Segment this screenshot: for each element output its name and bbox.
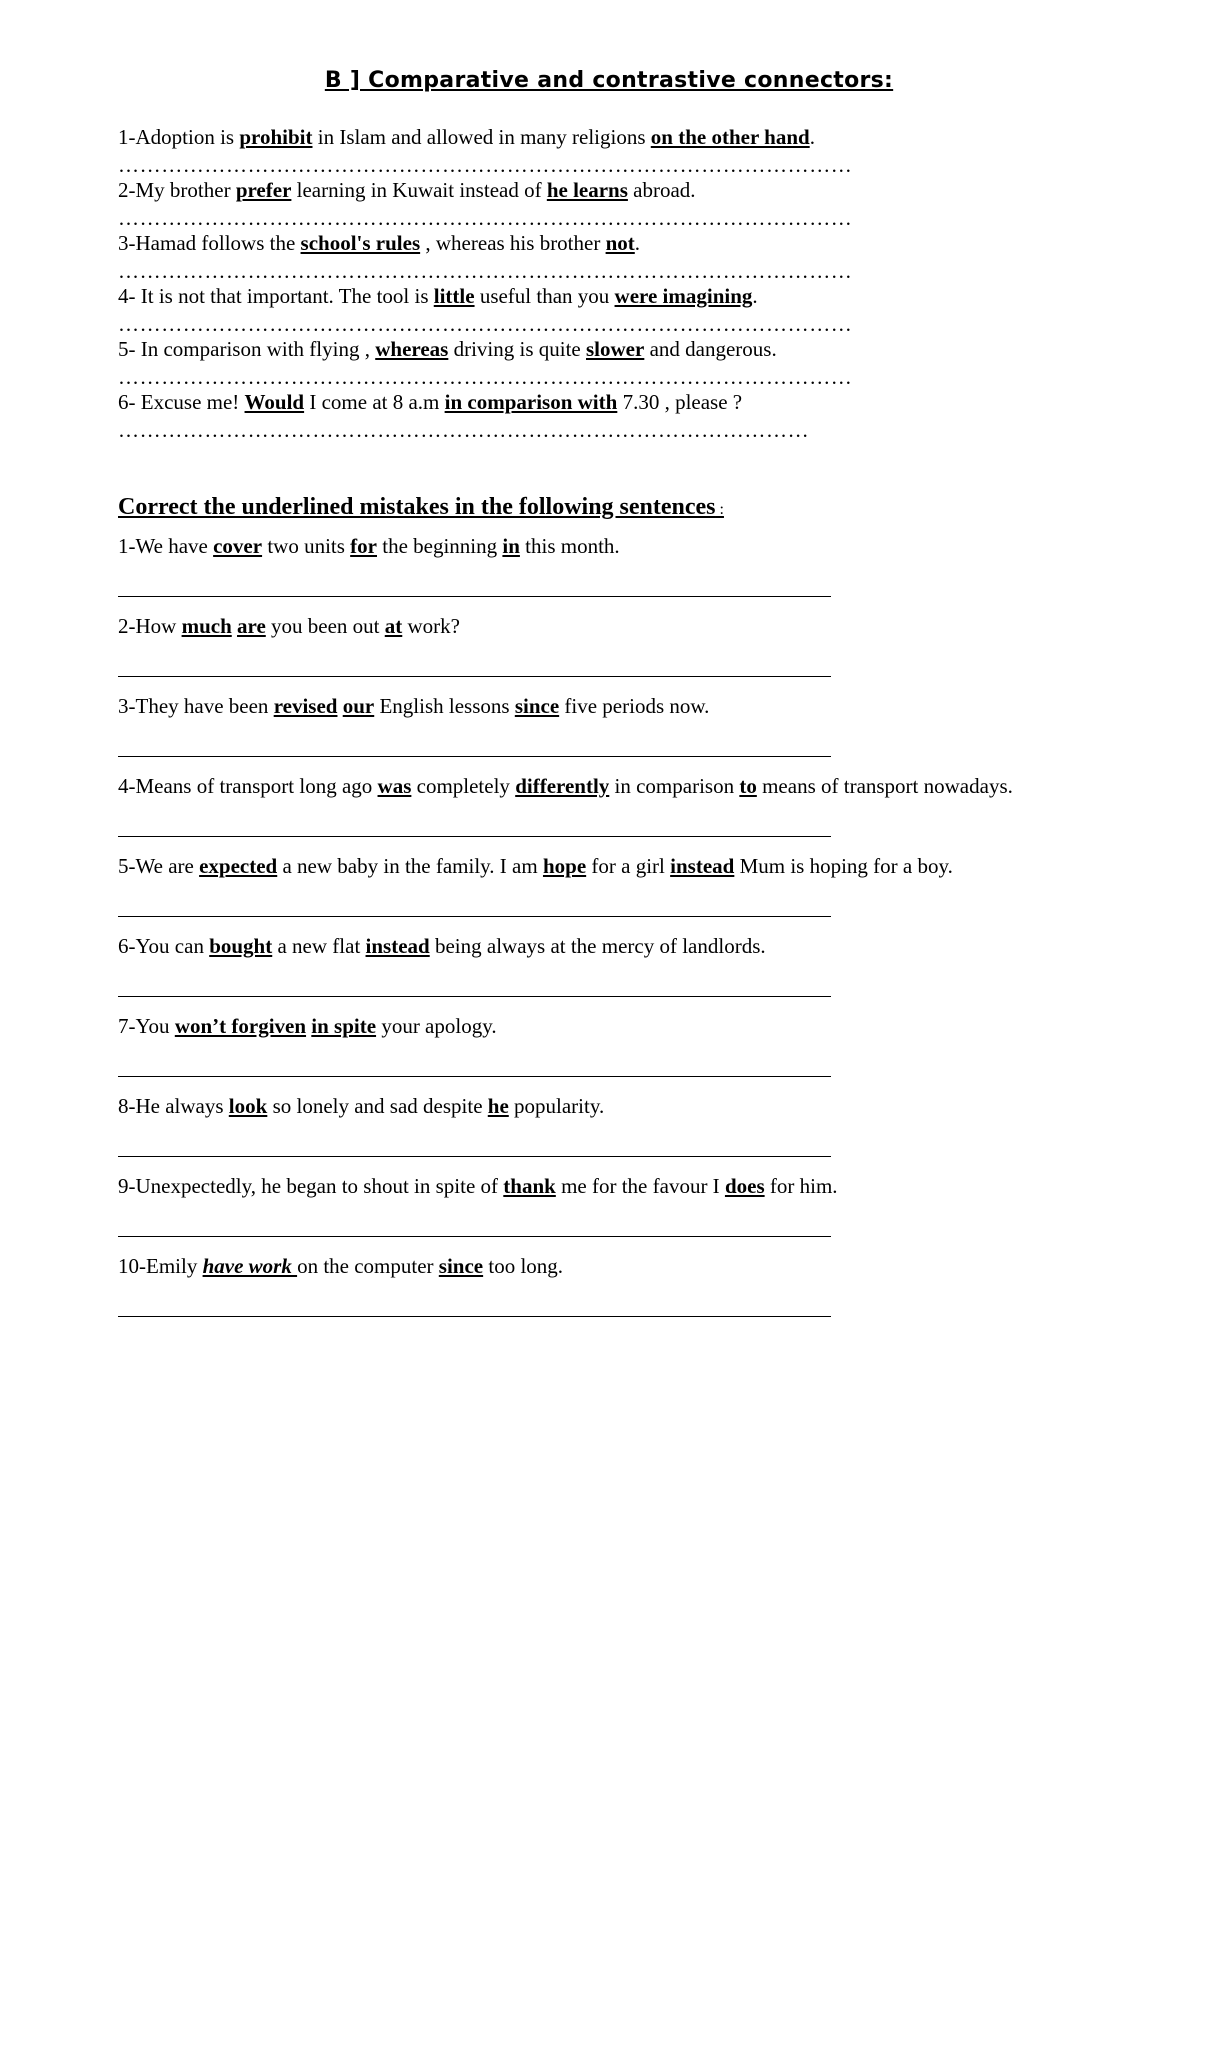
underlined-mistake: since	[438, 1254, 484, 1278]
answer-dots[interactable]: …………………………………………………………………………………………	[118, 367, 853, 387]
correction-sentence-2: 2-How much are you been out at work?	[118, 614, 460, 638]
underlined-mistake: prefer	[235, 178, 292, 202]
underlined-mistake: in comparison with	[444, 390, 618, 414]
underlined-mistake: much	[181, 614, 232, 638]
underlined-mistake: instead	[670, 854, 735, 878]
correction-sentence-5: 5-We are expected a new baby in the family. I am hope for a girl instead Mum is hoping for a boy.	[118, 854, 953, 878]
underlined-mistake: he	[487, 1094, 509, 1118]
exercise-6-sentence: 6- Excuse me! Would I come at 8 a.m in comparison with 7.30 , please ?	[118, 390, 743, 414]
correction-sentence-4: 4-Means of transport long ago was completely differently in comparison to means of transport nowadays.	[118, 774, 1013, 798]
underlined-mistake: expected	[199, 854, 278, 878]
exercise-2-sentence: 2-My brother prefer learning in Kuwait instead of he learns abroad.	[118, 178, 696, 202]
correction-sentence-7: 7-You won’t forgiven in spite your apology.	[118, 1014, 497, 1038]
answer-line[interactable]	[118, 1316, 831, 1317]
underlined-mistake: instead	[365, 934, 430, 958]
answer-dots[interactable]: …………………………………………………………………………………………	[118, 155, 853, 175]
answer-line[interactable]	[118, 1236, 831, 1237]
underlined-mistake: in	[502, 534, 520, 558]
correction-sentence-3: 3-They have been revised our English lessons since five periods now.	[118, 694, 710, 718]
underlined-mistake: was	[377, 774, 412, 798]
correction-sentence-9: 9-Unexpectedly, he began to shout in spite of thank me for the favour I does for him.	[118, 1174, 838, 1198]
underlined-mistake: he learns	[546, 178, 628, 202]
answer-line[interactable]	[118, 996, 831, 997]
exercise-1-sentence: 1-Adoption is prohibit in Islam and allowed in many religions on the other hand.	[118, 125, 815, 149]
underlined-mistake: were imagining	[614, 284, 753, 308]
underlined-mistake: hope	[542, 854, 587, 878]
section-heading: Correct the underlined mistakes in the following sentences :	[118, 494, 724, 520]
answer-line[interactable]	[118, 1076, 831, 1077]
underlined-mistake: at	[384, 614, 403, 638]
underlined-mistake: differently	[515, 774, 610, 798]
answer-dots[interactable]: …………………………………………………………………………………………	[118, 261, 853, 281]
underlined-mistake: in spite	[311, 1014, 377, 1038]
underlined-mistake: school's rules	[300, 231, 421, 255]
correction-sentence-10: 10-Emily have work on the computer since too long.	[118, 1254, 564, 1278]
underlined-mistake: revised	[273, 694, 338, 718]
underlined-mistake: won’t forgiven	[174, 1014, 307, 1038]
exercise-3-sentence: 3-Hamad follows the school's rules , whereas his brother not.	[118, 231, 641, 255]
correction-sentence-6: 6-You can bought a new flat instead being always at the mercy of landlords.	[118, 934, 766, 958]
underlined-mistake: to	[739, 774, 757, 798]
answer-line[interactable]	[118, 756, 831, 757]
answer-line[interactable]	[118, 596, 831, 597]
underlined-mistake: thank	[503, 1174, 556, 1198]
underlined-mistake: look	[228, 1094, 268, 1118]
underlined-mistake: not	[605, 231, 635, 255]
underlined-mistake: have work	[202, 1254, 298, 1278]
underlined-mistake: cover	[213, 534, 263, 558]
underlined-mistake: whereas	[375, 337, 449, 361]
exercise-4-sentence: 4- It is not that important. The tool is little useful than you were imagining.	[118, 284, 758, 308]
exercise-5-sentence: 5- In comparison with flying , whereas driving is quite slower and dangerous.	[118, 337, 777, 361]
underlined-mistake: our	[342, 694, 375, 718]
answer-dots[interactable]: ……………………………………………………………………………………	[118, 420, 810, 440]
underlined-mistake: are	[237, 614, 266, 638]
answer-dots[interactable]: …………………………………………………………………………………………	[118, 208, 853, 228]
underlined-mistake: since	[514, 694, 560, 718]
correction-sentence-8: 8-He always look so lonely and sad despite he popularity.	[118, 1094, 605, 1118]
underlined-mistake: prohibit	[239, 125, 313, 149]
underlined-mistake: slower	[586, 337, 645, 361]
correction-sentence-1: 1-We have cover two units for the beginning in this month.	[118, 534, 620, 558]
underlined-mistake: on the other hand	[650, 125, 810, 149]
underlined-mistake: for	[350, 534, 377, 558]
underlined-mistake: little	[433, 284, 475, 308]
page-title: B ] Comparative and contrastive connectors:	[324, 68, 894, 93]
answer-line[interactable]	[118, 916, 831, 917]
answer-line[interactable]	[118, 836, 831, 837]
answer-line[interactable]	[118, 1156, 831, 1157]
underlined-mistake: bought	[209, 934, 273, 958]
answer-dots[interactable]: …………………………………………………………………………………………	[118, 314, 853, 334]
underlined-mistake: does	[724, 1174, 765, 1198]
underlined-mistake: Would	[244, 390, 305, 414]
answer-line[interactable]	[118, 676, 831, 677]
